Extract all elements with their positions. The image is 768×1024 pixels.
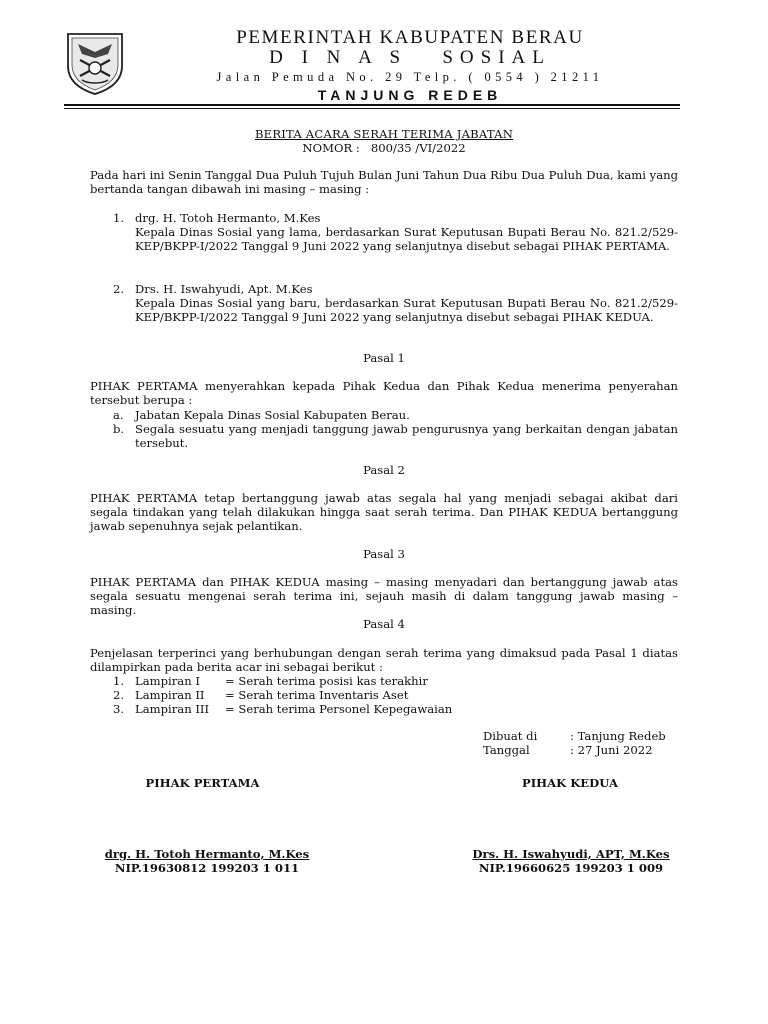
pasal-4-text: Penjelasan terperinci yang berhubungan dengan serah terima yang dimaksud pada Pasal 1 diatas dilampirkan pada berita acar ini sebagai berikut :	[90, 646, 678, 675]
signature-right-nip: NIP.19660625 199203 1 009	[478, 861, 664, 875]
signature-right-name: Drs. H. Iswahyudi, APT, M.Kes	[472, 847, 670, 861]
place-label: Dibuat di	[483, 729, 538, 743]
opening-paragraph: Pada hari ini Senin Tanggal Dua Puluh Tujuh Bulan Juni Tahun Dua Ribu Dua Puluh Dua, kami yang bertanda tangan dibawah ini masing – masing :	[90, 168, 678, 197]
place-value: : Tanjung Redeb	[570, 729, 666, 743]
pasal-4-heading: Pasal 4	[363, 617, 405, 631]
attachment-1-label: Lampiran I	[135, 674, 200, 688]
party-2-number: 2.	[113, 282, 125, 296]
attachment-1-number: 1.	[113, 674, 125, 688]
attachment-1-value: = Serah terima posisi kas terakhir	[225, 674, 428, 688]
signature-left-name: drg. H. Totoh Hermanto, M.Kes	[104, 847, 310, 861]
pasal-1-item-a: Jabatan Kepala Dinas Sosial Kabupaten Berau.	[135, 408, 410, 422]
signature-left-role: PIHAK PERTAMA	[145, 776, 260, 790]
pasal-1-item-a-marker: a.	[113, 408, 124, 422]
letterhead-agency: D I N A S SOSIAL	[269, 47, 551, 68]
pasal-3-text: PIHAK PERTAMA dan PIHAK KEDUA masing – masing menyadari dan bertanggung jawab atas segala sesuatu mengenai serah terima ini, sejauh masih di dalam tanggung jawab masing – masing.	[90, 575, 678, 618]
document-title: BERITA ACARA SERAH TERIMA JABATAN	[254, 127, 514, 141]
attachment-3-number: 3.	[113, 702, 125, 716]
party-1-number: 1.	[113, 211, 125, 225]
pasal-1-text: PIHAK PERTAMA menyerahkan kepada Pihak Kedua dan Pihak Kedua menerima penyerahan tersebut berupa :	[90, 379, 678, 408]
document-number: NOMOR : 800/35 /VI/2022	[302, 141, 466, 155]
party-1-description: Kepala Dinas Sosial yang lama, berdasarkan Surat Keputusan Bupati Berau No. 821.2/529-KEP/BKPP-I/2022 Tanggal 9 Juni 2022 yang selanjutnya disebut sebagai PIHAK PERTAMA.	[135, 225, 678, 254]
signature-right-role: PIHAK KEDUA	[522, 776, 618, 790]
pasal-2-heading: Pasal 2	[363, 463, 405, 477]
letterhead-government: PEMERINTAH KABUPATEN BERAU	[236, 27, 584, 48]
attachment-2-number: 2.	[113, 688, 125, 702]
date-value: : 27 Juni 2022	[570, 743, 653, 757]
attachment-3-label: Lampiran III	[135, 702, 210, 716]
signature-left-nip: NIP.19630812 199203 1 011	[114, 861, 300, 875]
pasal-3-heading: Pasal 3	[363, 547, 405, 561]
letterhead-address: Jalan Pemuda No. 29 Telp. ( 0554 ) 21211	[216, 70, 604, 84]
party-2-description: Kepala Dinas Sosial yang baru, berdasarkan Surat Keputusan Bupati Berau No. 821.2/529-KEP/BKPP-I/2022 Tanggal 9 Juni 2022 yang selanjutnya disebut sebagai PIHAK KEDUA.	[135, 296, 678, 325]
pasal-1-item-b: Segala sesuatu yang menjadi tanggung jawab pengurusnya yang berkaitan dengan jabatan tersebut.	[135, 422, 678, 451]
letterhead-rule-thin	[64, 108, 680, 109]
pasal-1-heading: Pasal 1	[363, 351, 405, 365]
attachment-3-value: = Serah terima Personel Kepegawaian	[225, 702, 453, 716]
letterhead	[140, 27, 680, 104]
coat-of-arms-logo	[64, 30, 126, 96]
attachment-2-value: = Serah terima Inventaris Aset	[225, 688, 409, 702]
date-label: Tanggal	[483, 743, 530, 757]
pasal-1-item-b-marker: b.	[113, 422, 125, 436]
party-2-name: Drs. H. Iswahyudi, Apt. M.Kes	[135, 282, 313, 296]
party-1-name: drg. H. Totoh Hermanto, M.Kes	[135, 211, 321, 225]
pasal-2-text: PIHAK PERTAMA tetap bertanggung jawab atas segala hal yang menjadi sebagai akibat dari segala tindakan yang telah dilakukan hingga saat serah terima. Dan PIHAK KEDUA bertanggung jawab sepenuhnya sejak pelantikan.	[90, 491, 678, 534]
attachment-2-label: Lampiran II	[135, 688, 205, 702]
letterhead-city: TANJUNG REDEB	[317, 87, 503, 103]
letterhead-rule-thick	[64, 104, 680, 106]
